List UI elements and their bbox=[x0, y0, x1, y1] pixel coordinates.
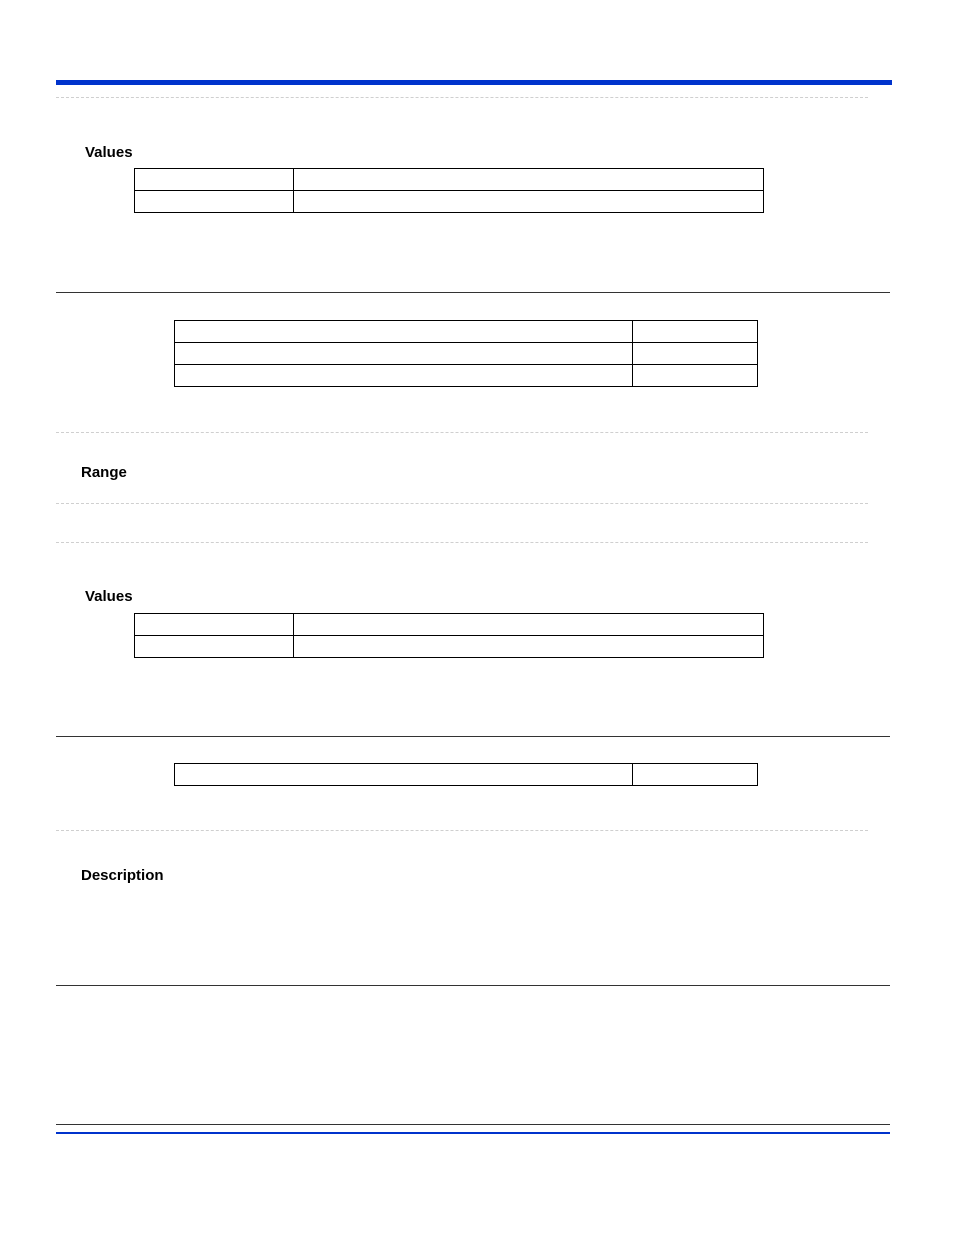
table-row bbox=[135, 169, 764, 191]
table-row bbox=[135, 636, 764, 658]
section-rule bbox=[56, 985, 890, 986]
section-rule bbox=[56, 292, 890, 293]
table-row bbox=[175, 365, 758, 387]
table-row bbox=[135, 614, 764, 636]
table-row bbox=[175, 321, 758, 343]
divider-dashed bbox=[56, 830, 868, 831]
range-heading: Range bbox=[81, 464, 127, 481]
description-heading: Description bbox=[81, 867, 164, 884]
command-table bbox=[174, 763, 758, 786]
values-table bbox=[134, 168, 764, 213]
values-heading: Values bbox=[85, 588, 133, 605]
footer-accent-bar bbox=[56, 1132, 890, 1134]
values-table bbox=[134, 613, 764, 658]
values-heading: Values bbox=[85, 144, 133, 161]
footer-rule bbox=[56, 1124, 890, 1125]
command-table bbox=[174, 320, 758, 387]
table-row bbox=[175, 764, 758, 786]
section-rule bbox=[56, 736, 890, 737]
header-accent-bar bbox=[56, 80, 892, 85]
divider-dashed bbox=[56, 432, 868, 433]
divider-dashed bbox=[56, 542, 868, 543]
table-row bbox=[135, 191, 764, 213]
divider-dashed bbox=[56, 97, 868, 98]
table-row bbox=[175, 343, 758, 365]
divider-dashed bbox=[56, 503, 868, 504]
